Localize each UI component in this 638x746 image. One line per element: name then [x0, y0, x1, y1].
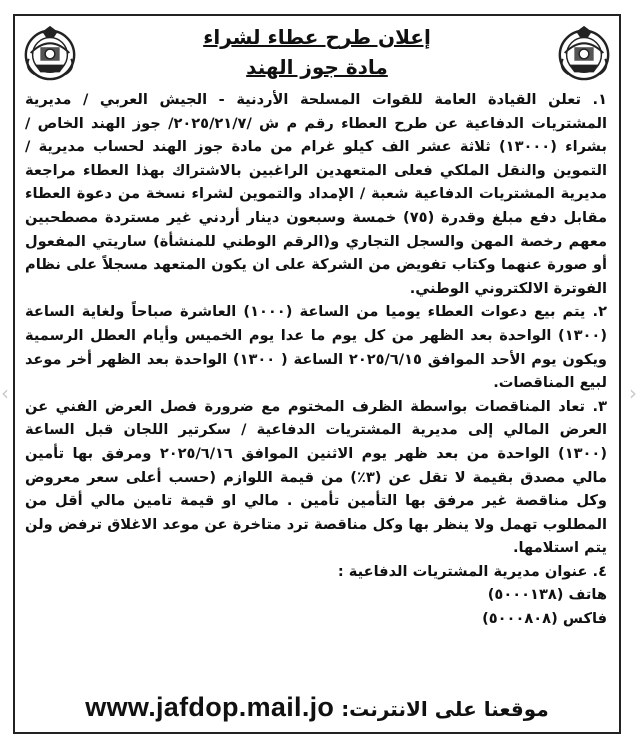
website-url: www.jafdop.mail.jo [85, 692, 335, 722]
tender-advertisement [13, 14, 621, 734]
jaf-emblem-icon [555, 24, 613, 82]
chevron-right-icon[interactable]: › [629, 381, 637, 405]
clause-4-address [25, 560, 607, 631]
clause-text: تعلن القيادة العامة للقوات المسلحة الأردنية - الجيش العربي / مديرية المشتريات الدفاعية عن طرح العطاء رقم م ش /٢٠٢٥/٢١/٧/ جوز الهند الخاص / بشراء (١٣٠٠٠) ثلاثة عشر الف كيلو غرام من مادة جوز الهند لحساب مديرية / التموين والنقل الملكي فعلى المتعهدين الراغبين بالاشتراك بهذا العطاء مراجعة مديرية المشتريات الدفاعية شعبة / الإمداد والتموين لشراء نسخة من دعوة العطاء مقابل دفع مبلغ وقدرة (٧٥) خمسة وسبعون دينار أردني غير مستردة مصطحبين معهم رخصة المهن والسجل التجاري و(الرقم الوطني للمنشأة) ساريتي المفعول أو صورة عنهما وكتاب تفويض من الشركة على ان يكون المتعهد مسجلاً على نظام الفوترة الالكتروني الوطني. [25, 91, 607, 297]
chevron-left-icon[interactable]: ‹ [1, 381, 9, 405]
website-footer [15, 692, 619, 724]
clause-2 [25, 300, 607, 394]
clause-text: تعاد المناقصات بواسطة الظرف المختوم مع ضرورة فصل العرض الفني عن العرض المالي إلى مديرية المشتريات الدفاعية / سكرتير اللجان قبل الساعة (١٣٠٠) الواحدة من بعد ظهر يوم الاثنين الموافق ٢٠٢٥/٦/١٦ ومرفق بها تأمين مالي مصدق بقيمة لا تقل عن (٣٪) من قيمة اللوازم (حسب أعلى سعر معروض وكل مناقصة غير مرفق بها التأمين تأمين . مالي او قيمة تامين مالي أقل من المطلوب تهمل ولا ينظر بها وكل مناقصة ترد متاخرة عن موعد الاغلاق ترفض ولن يتم استلامها. [25, 397, 607, 557]
fax-number: فاكس (٥٠٠٠٨٠٨) [482, 610, 607, 628]
ad-title: إعلان طرح عطاء لشراء [203, 25, 431, 49]
website-label: موقعنا على الانترنت: [341, 697, 549, 721]
ad-subtitle: مادة جوز الهند [246, 55, 388, 79]
ad-heading [95, 22, 539, 82]
phone-number: هاتف (٥٠٠٠١٣٨) [487, 586, 607, 604]
address-heading-text: عنوان مديرية المشتريات الدفاعية : [337, 562, 588, 580]
jaf-emblem-icon [21, 24, 79, 82]
address-heading [25, 560, 607, 584]
clause-3 [25, 395, 607, 560]
clause-number: ٤. [592, 562, 607, 580]
clause-number: ١. [592, 91, 607, 108]
clause-1 [25, 88, 607, 300]
clause-number: ٢. [592, 303, 607, 321]
clause-text: يتم بيع دعوات العطاء يوميا من الساعة (١٠٠٠) العاشرة صباحاً ولغاية الساعة (١٣٠٠) الواحدة بعد الظهر من كل يوم ما عدا يوم الخميس وأيام العطل الرسمية ويكون يوم الأحد الموافق ٢٠٢٥/٦/١٥ الساعة ( ١٣٠٠) الواحدة بعد الظهر أخر موعد لبيع المناقصات. [25, 303, 608, 392]
ad-body [25, 88, 607, 631]
clause-number: ٣. [592, 397, 607, 415]
